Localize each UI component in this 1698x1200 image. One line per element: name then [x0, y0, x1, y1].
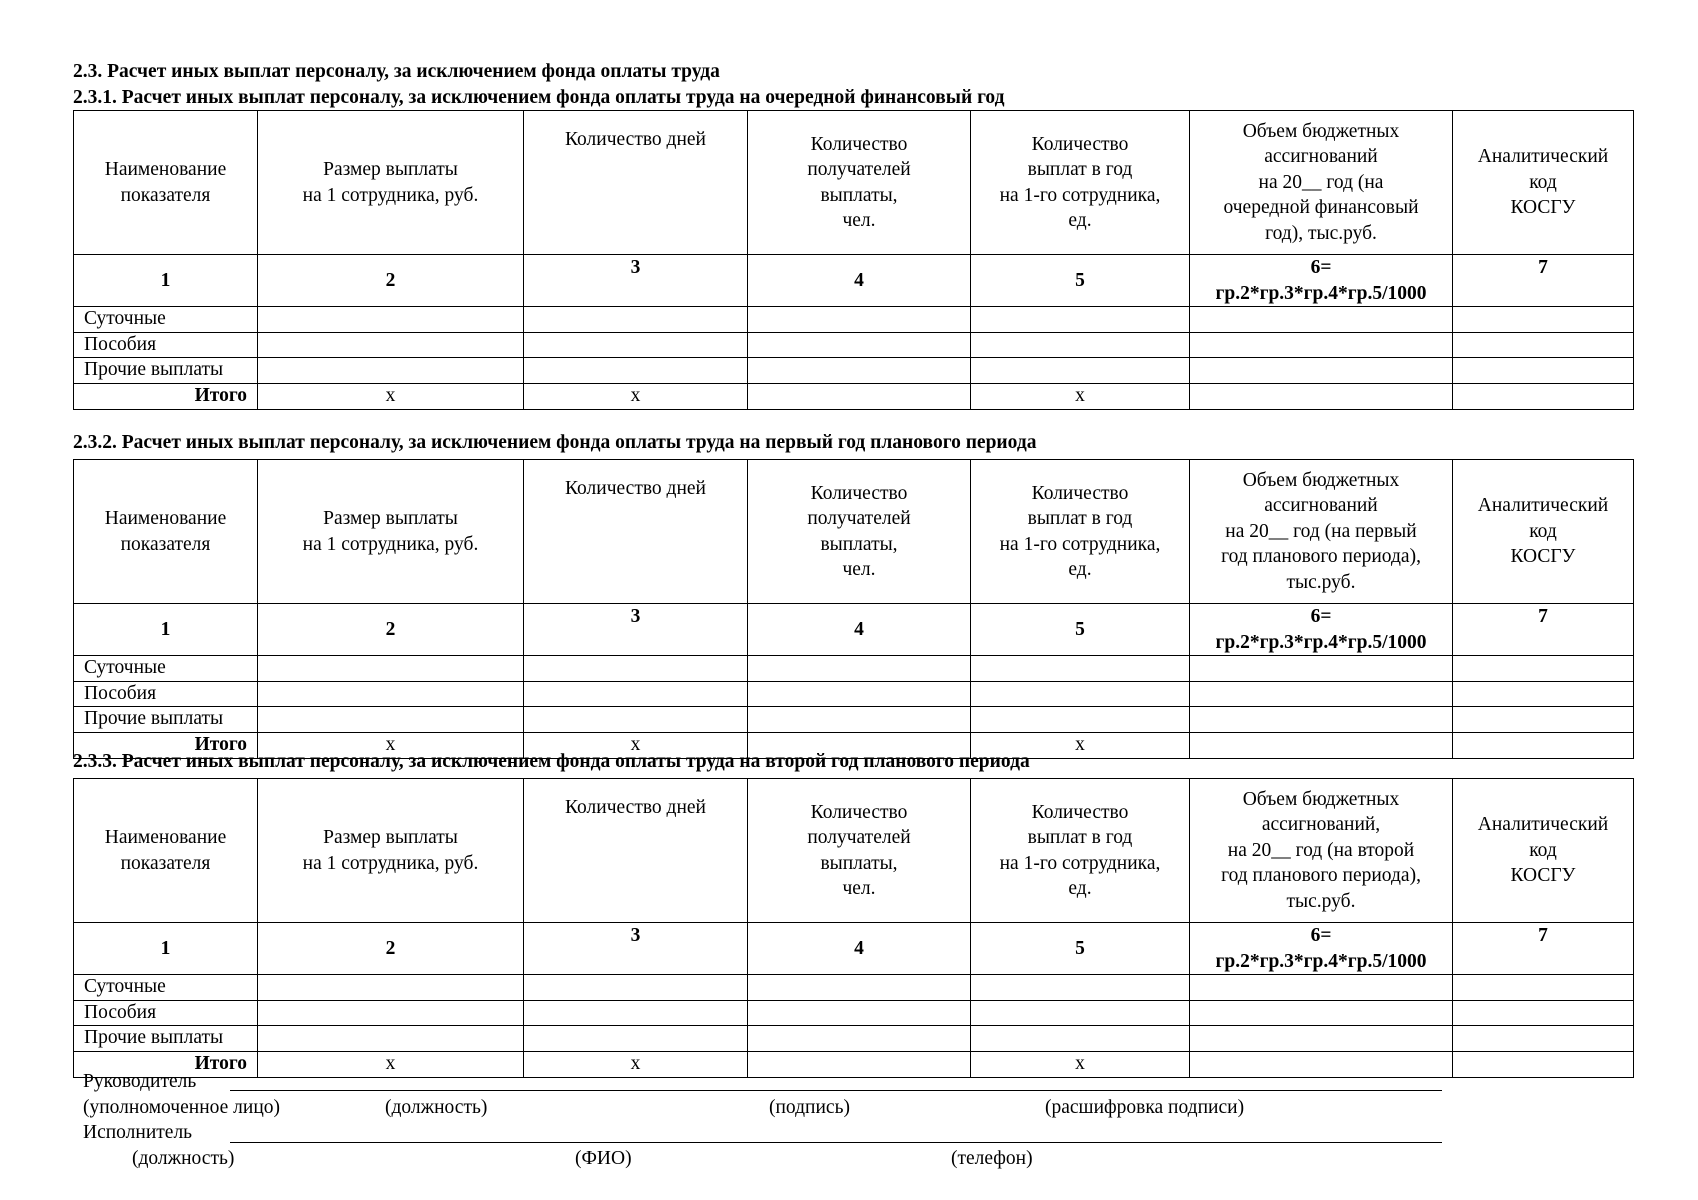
col-number: 2: [258, 923, 524, 975]
col-header-budget-volume: Объем бюджетных ассигнований на 20__ год (на первый год планового периода), тыс.руб.: [1190, 460, 1453, 604]
input-cell[interactable]: [1453, 656, 1634, 682]
col-number: 2: [258, 255, 524, 307]
input-cell[interactable]: [748, 1051, 971, 1077]
table-row-daily: [74, 307, 1634, 333]
col-number: 4: [748, 255, 971, 307]
input-cell[interactable]: [1453, 307, 1634, 333]
input-cell[interactable]: [258, 332, 524, 358]
input-cell[interactable]: [524, 1000, 748, 1026]
input-cell[interactable]: [258, 1000, 524, 1026]
col-header-kosgu: Аналитический код КОСГУ: [1453, 111, 1634, 255]
col-header-payment-size: Размер выплаты на 1 сотрудника, руб.: [258, 111, 524, 255]
row-label: Прочие выплаты: [74, 707, 258, 733]
col-number: 2: [258, 604, 524, 656]
col-number: 7: [1453, 255, 1634, 307]
input-cell[interactable]: [971, 975, 1190, 1001]
row-label: Суточные: [74, 307, 258, 333]
input-cell[interactable]: [748, 681, 971, 707]
input-cell[interactable]: [524, 707, 748, 733]
input-cell[interactable]: [971, 358, 1190, 384]
input-cell[interactable]: [1453, 732, 1634, 758]
section-2-3-3-heading: 2.3.3. Расчет иных выплат персоналу, за исключением фонда оплаты труда на второй год планового периода: [73, 751, 1030, 772]
signature-fio-caption: (ФИО): [575, 1148, 632, 1169]
col-header-days: Количество дней: [524, 111, 748, 255]
input-cell[interactable]: [1453, 358, 1634, 384]
signature-phone-caption: (телефон): [951, 1148, 1033, 1169]
payments-table-second-plan-year: [73, 778, 1634, 1078]
input-cell[interactable]: [1190, 307, 1453, 333]
table-row-daily: [74, 656, 1634, 682]
input-cell[interactable]: [1190, 681, 1453, 707]
col-number: 1: [74, 923, 258, 975]
row-label-total: Итого: [74, 1051, 258, 1077]
input-cell[interactable]: [1190, 1000, 1453, 1026]
table-row-other: [74, 707, 1634, 733]
input-cell[interactable]: [748, 1026, 971, 1052]
col-header-payment-size: Размер выплаты на 1 сотрудника, руб.: [258, 460, 524, 604]
column-number-row: [74, 604, 1634, 656]
table-row-allowances: [74, 681, 1634, 707]
table-row-other: [74, 1026, 1634, 1052]
input-cell[interactable]: [1453, 1026, 1634, 1052]
row-label: Прочие выплаты: [74, 1026, 258, 1052]
input-cell[interactable]: [1190, 707, 1453, 733]
col-number: 1: [74, 604, 258, 656]
input-cell[interactable]: [258, 358, 524, 384]
input-cell[interactable]: [1453, 383, 1634, 409]
column-number-row: [74, 255, 1634, 307]
input-cell[interactable]: [748, 332, 971, 358]
input-cell[interactable]: [1190, 1051, 1453, 1077]
table-row-allowances: [74, 332, 1634, 358]
table-row-other: [74, 358, 1634, 384]
input-cell[interactable]: [1190, 332, 1453, 358]
input-cell[interactable]: [524, 681, 748, 707]
row-label: Пособия: [74, 1000, 258, 1026]
col-number: 4: [748, 604, 971, 656]
col-header-kosgu: Аналитический код КОСГУ: [1453, 779, 1634, 923]
section-2-3-2-heading: 2.3.2. Расчет иных выплат персоналу, за исключением фонда оплаты труда на первый год планового периода: [73, 432, 1037, 453]
row-label: Суточные: [74, 656, 258, 682]
column-number-row: [74, 923, 1634, 975]
table-header-row: [74, 460, 1634, 604]
input-cell[interactable]: [748, 975, 971, 1001]
input-cell[interactable]: [971, 307, 1190, 333]
na-mark: x: [524, 732, 748, 758]
input-cell[interactable]: [971, 707, 1190, 733]
col-header-recipients: Количество получателей выплаты, чел.: [748, 779, 971, 923]
col-header-payments-per-year: Количество выплат в год на 1-го сотрудника, ед.: [971, 111, 1190, 255]
input-cell[interactable]: [1453, 707, 1634, 733]
signature-position-caption: (должность): [385, 1097, 488, 1118]
signature-sign-caption: (подпись): [769, 1097, 850, 1118]
section-2-3-1-heading: 2.3.1. Расчет иных выплат персоналу, за исключением фонда оплаты труда на очередной финансовый год: [73, 87, 1005, 108]
signature-executor-label: Исполнитель: [83, 1122, 193, 1143]
input-cell[interactable]: [524, 656, 748, 682]
signature-line-head[interactable]: [230, 1090, 1442, 1091]
row-label: Пособия: [74, 681, 258, 707]
col-header-kosgu: Аналитический код КОСГУ: [1453, 460, 1634, 604]
col-header-days: Количество дней: [524, 460, 748, 604]
col-header-recipients: Количество получателей выплаты, чел.: [748, 460, 971, 604]
input-cell[interactable]: [748, 358, 971, 384]
col-number: 4: [748, 923, 971, 975]
input-cell[interactable]: [748, 707, 971, 733]
row-label-total: Итого: [74, 732, 258, 758]
input-cell[interactable]: [748, 383, 971, 409]
col-number-formula: 6= гр.2*гр.3*гр.4*гр.5/1000: [1190, 923, 1453, 975]
input-cell[interactable]: [1453, 975, 1634, 1001]
col-header-days: Количество дней: [524, 779, 748, 923]
input-cell[interactable]: [258, 307, 524, 333]
na-mark: x: [971, 383, 1190, 409]
signature-authorized-caption: (уполномоченное лицо): [83, 1097, 280, 1118]
input-cell[interactable]: [524, 358, 748, 384]
table-header-row: [74, 111, 1634, 255]
input-cell[interactable]: [971, 1026, 1190, 1052]
col-number-formula: 6= гр.2*гр.3*гр.4*гр.5/1000: [1190, 255, 1453, 307]
input-cell[interactable]: [1190, 383, 1453, 409]
input-cell[interactable]: [971, 1000, 1190, 1026]
input-cell[interactable]: [971, 681, 1190, 707]
table-row-daily: [74, 975, 1634, 1001]
payments-table-next-year: [73, 110, 1634, 410]
input-cell[interactable]: [971, 656, 1190, 682]
table-row-total: [74, 383, 1634, 409]
signature-decoding-caption: (расшифровка подписи): [1045, 1097, 1245, 1118]
input-cell[interactable]: [524, 975, 748, 1001]
signature-line-executor[interactable]: [230, 1142, 1442, 1143]
col-number: 5: [971, 255, 1190, 307]
input-cell[interactable]: [1190, 656, 1453, 682]
table-row-total: [74, 1051, 1634, 1077]
table-row-allowances: [74, 1000, 1634, 1026]
na-mark: x: [971, 732, 1190, 758]
input-cell[interactable]: [1453, 1051, 1634, 1077]
input-cell[interactable]: [524, 307, 748, 333]
input-cell[interactable]: [524, 332, 748, 358]
row-label: Прочие выплаты: [74, 358, 258, 384]
col-header-indicator: Наименование показателя: [74, 779, 258, 923]
col-number-formula: 6= гр.2*гр.3*гр.4*гр.5/1000: [1190, 604, 1453, 656]
input-cell[interactable]: [258, 707, 524, 733]
row-label: Пособия: [74, 332, 258, 358]
col-header-recipients: Количество получателей выплаты, чел.: [748, 111, 971, 255]
input-cell[interactable]: [1190, 1026, 1453, 1052]
col-number: 7: [1453, 923, 1634, 975]
input-cell[interactable]: [1453, 681, 1634, 707]
table-header-row: [74, 779, 1634, 923]
input-cell[interactable]: [258, 975, 524, 1001]
col-header-indicator: Наименование показателя: [74, 111, 258, 255]
payments-table-first-plan-year: [73, 459, 1634, 759]
col-number: 3: [524, 604, 748, 656]
na-mark: x: [258, 1051, 524, 1077]
col-header-budget-volume: Объем бюджетных ассигнований на 20__ год (на очередной финансовый год), тыс.руб.: [1190, 111, 1453, 255]
input-cell[interactable]: [524, 1026, 748, 1052]
col-header-payments-per-year: Количество выплат в год на 1-го сотрудника, ед.: [971, 460, 1190, 604]
row-label-total: Итого: [74, 383, 258, 409]
na-mark: x: [258, 732, 524, 758]
input-cell[interactable]: [1453, 1000, 1634, 1026]
input-cell[interactable]: [748, 1000, 971, 1026]
input-cell[interactable]: [748, 656, 971, 682]
input-cell[interactable]: [258, 656, 524, 682]
col-number: 5: [971, 923, 1190, 975]
col-header-indicator: Наименование показателя: [74, 460, 258, 604]
input-cell[interactable]: [748, 307, 971, 333]
col-header-payments-per-year: Количество выплат в год на 1-го сотрудника, ед.: [971, 779, 1190, 923]
section-2-3-heading: 2.3. Расчет иных выплат персоналу, за исключением фонда оплаты труда: [73, 61, 720, 82]
col-number: 7: [1453, 604, 1634, 656]
input-cell[interactable]: [1190, 732, 1453, 758]
signature-exec-position-caption: (должность): [132, 1148, 235, 1169]
na-mark: x: [524, 1051, 748, 1077]
col-number: 3: [524, 923, 748, 975]
na-mark: x: [258, 383, 524, 409]
input-cell[interactable]: [1190, 358, 1453, 384]
input-cell[interactable]: [1190, 975, 1453, 1001]
signature-head-label: Руководитель: [83, 1071, 197, 1092]
input-cell[interactable]: [258, 1026, 524, 1052]
na-mark: x: [971, 1051, 1190, 1077]
na-mark: x: [524, 383, 748, 409]
input-cell[interactable]: [1453, 332, 1634, 358]
col-number: 1: [74, 255, 258, 307]
input-cell[interactable]: [258, 681, 524, 707]
col-header-budget-volume: Объем бюджетных ассигнований, на 20__ год (на второй год планового периода), тыс.руб.: [1190, 779, 1453, 923]
row-label: Суточные: [74, 975, 258, 1001]
col-header-payment-size: Размер выплаты на 1 сотрудника, руб.: [258, 779, 524, 923]
col-number: 5: [971, 604, 1190, 656]
col-number: 3: [524, 255, 748, 307]
input-cell[interactable]: [971, 332, 1190, 358]
